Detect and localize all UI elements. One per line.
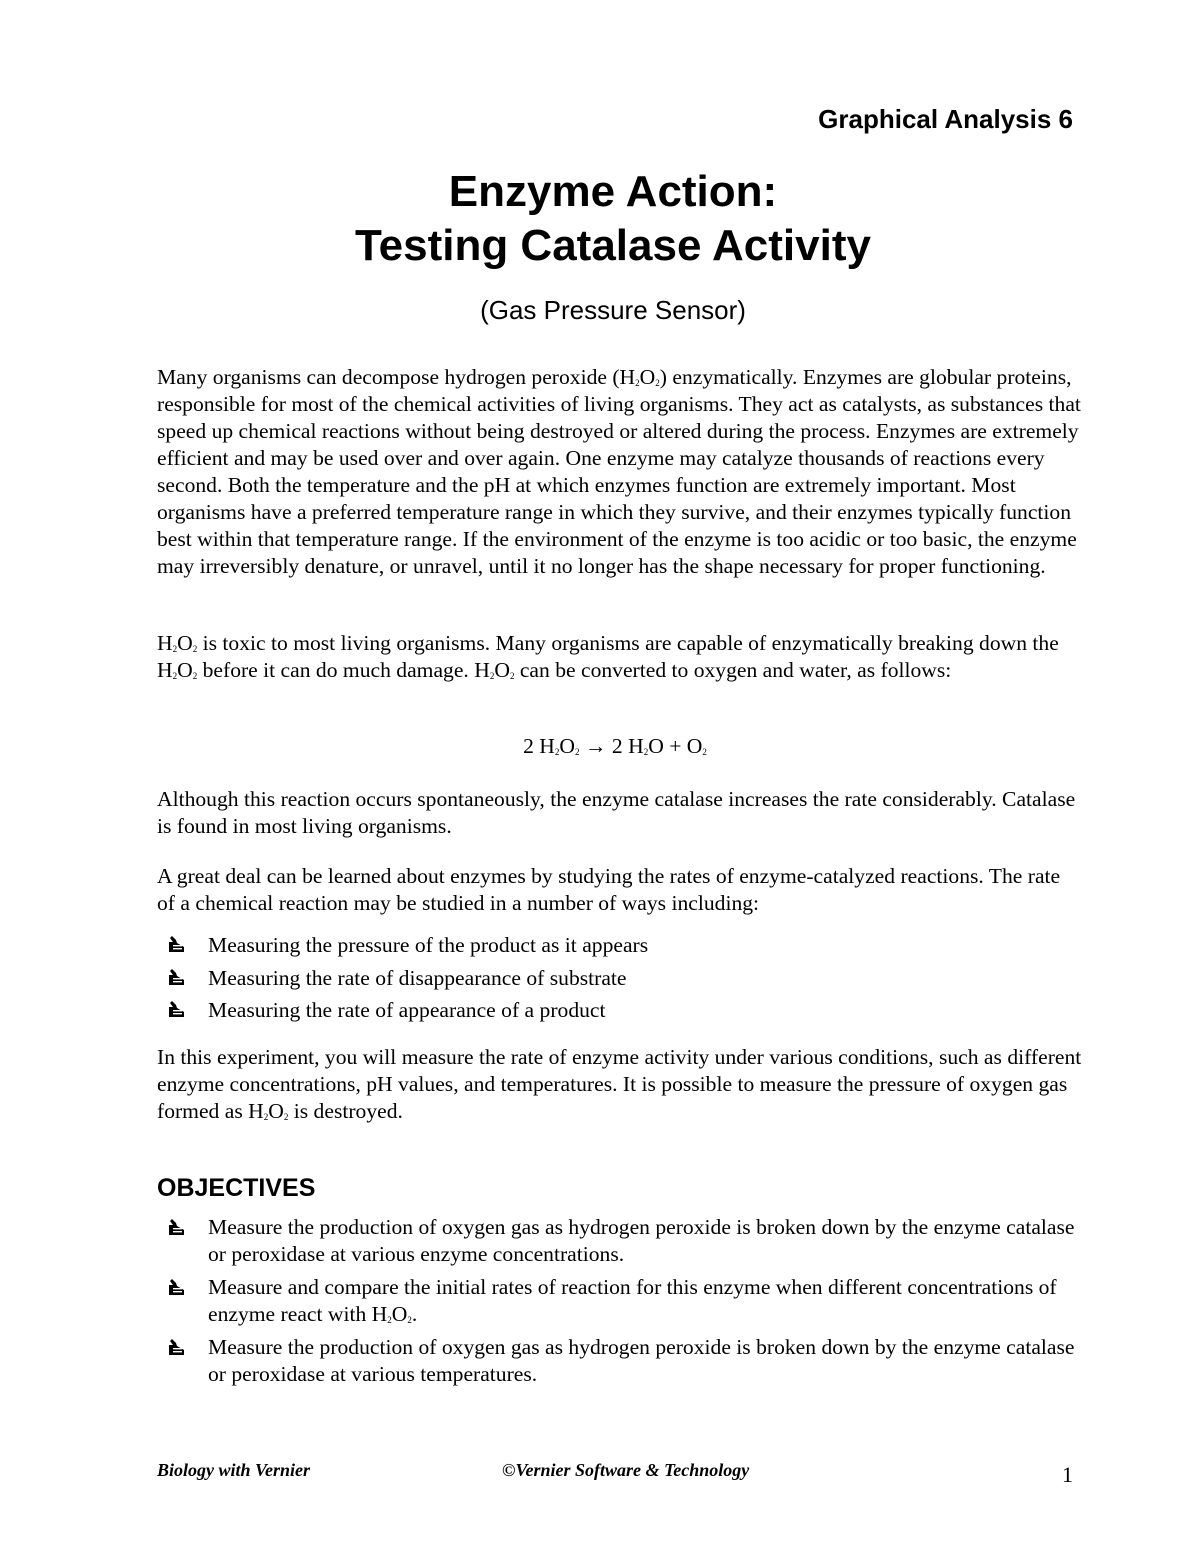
toxicity-paragraph: $H_2O_2$ is toxic to most living organisms. Many organisms are capable of enzymatically breaking down the $H_2O_2$ before it can do much damage. $H_2O_2$ can be converted to oxygen and water, as follows:: [157, 631, 1059, 682]
reaction-equation: 2 $H_2O_2 \to 2$ $H_2O + O_2$: [523, 734, 707, 758]
page-number: 1: [1062, 1462, 1073, 1487]
page-subtitle: (Gas Pressure Sensor): [480, 295, 746, 325]
page-title-line1: Enzyme Action:: [448, 167, 778, 216]
rates-paragraph: A great deal can be learned about enzymes by studying the rates of enzyme-catalyzed reactions. The rate of a chemical reaction may be studied in a number of ways including:: [157, 864, 1061, 915]
footer-copyright: ©Vernier Software & Technology: [502, 1460, 750, 1480]
objectives-heading: OBJECTIVES: [157, 1174, 316, 1202]
list-item: Measuring the rate of disappearance of substrate: [157, 963, 1082, 996]
pointing-hand-icon: [167, 967, 187, 987]
pointing-hand-icon: [167, 1277, 187, 1297]
list-item: Measuring the pressure of the product as it appears: [157, 930, 1082, 963]
footer-book-title: Biology with Vernier: [157, 1460, 311, 1480]
list-item: Measure and compare the initial rates of reaction for this enzyme when different concentrations of enzyme react with $H_2O_2$.: [157, 1274, 1082, 1328]
list-item: Measure the production of oxygen gas as hydrogen peroxide is broken down by the enzyme catalase or peroxidase at various temperatures.: [157, 1334, 1082, 1388]
pointing-hand-icon: [167, 934, 187, 954]
list-item: Measure the production of oxygen gas as hydrogen peroxide is broken down by the enzyme catalase or peroxidase at various enzyme concentrations.: [157, 1214, 1082, 1268]
pointing-hand-icon: [167, 999, 187, 1019]
list-item: Measuring the rate of appearance of a product: [157, 995, 1082, 1028]
pointing-hand-icon: [167, 1337, 187, 1357]
measurement-methods-list: [157, 930, 1082, 1028]
series-label: Graphical Analysis 6: [818, 104, 1073, 134]
intro-paragraph: Many organisms can decompose hydrogen peroxide $(H_2O_2)$ enzymatically. Enzymes are globular proteins, responsible for most of the chemical activities of living organisms. They act as catalysts, as substances that speed up chemical reactions without being destroyed or altered during the process. Enzymes are extremely efficient and may be used over and over again. One enzyme may catalyze thousands of reactions every second. Both the temperature and the pH at which enzymes function are extremely important. Most organisms have a preferred temperature range in which they survive, and their enzymes typically function best within that temperature range. If the environment of the enzyme is too acidic or too basic, the enzyme may irreversibly denature, or unravel, until it no longer has the shape necessary for proper functioning.: [157, 365, 1081, 578]
page-title-line2: Testing Catalase Activity: [355, 221, 871, 270]
objectives-list: [157, 1214, 1082, 1394]
catalase-paragraph: Although this reaction occurs spontaneously, the enzyme catalase increases the rate considerably. Catalase is found in most living organisms.: [157, 787, 1076, 838]
pointing-hand-icon: [167, 1217, 187, 1237]
experiment-paragraph: In this experiment, you will measure the rate of enzyme activity under various conditions, such as different enzyme concentrations, pH values, and temperatures. It is possible to measure the pressure of oxygen gas formed as $H_2O_2$ is destroyed.: [157, 1045, 1082, 1123]
